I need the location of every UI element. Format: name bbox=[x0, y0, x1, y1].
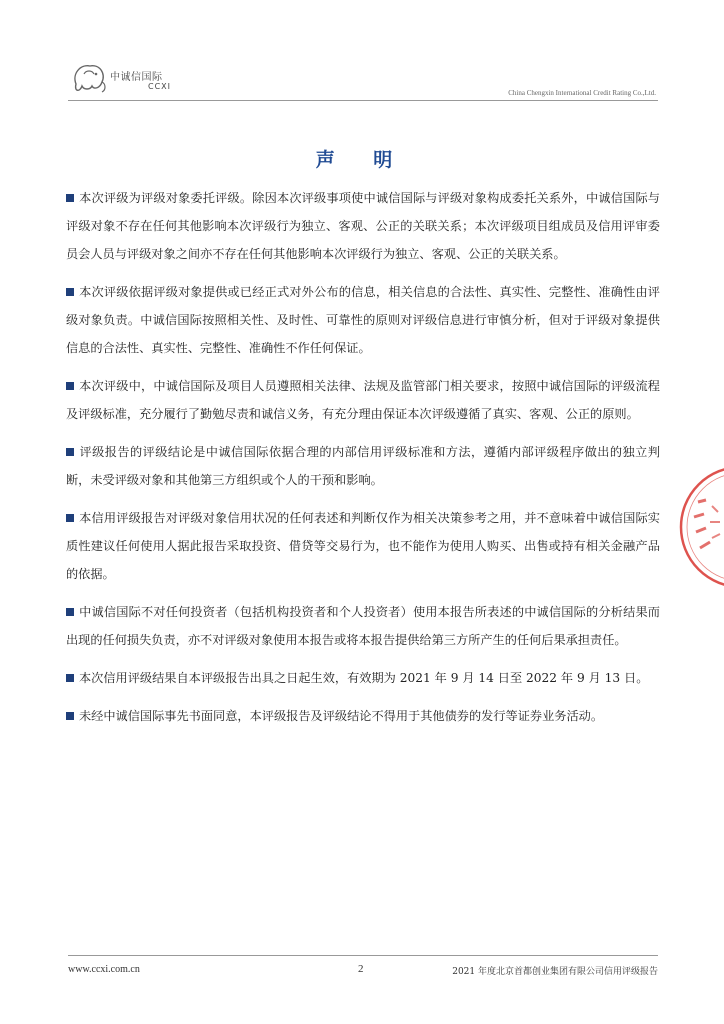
paragraph-text: 本次评级为评级对象委托评级。除因本次评级事项使中诚信国际与评级对象构成委托关系外，中诚信国际与评级对象不存在任何其他影响本次评级行为独立、客观、公正的关联关系；本次评级项目组成员及信用评审委员会人员与评级对象之间亦不存在任何其他影响本次评级行为独立、客观、公正的关联关系。 bbox=[66, 191, 660, 261]
footer-website: www.ccxi.com.cn bbox=[68, 964, 140, 975]
square-bullet-icon bbox=[66, 712, 74, 720]
company-seal-stamp bbox=[676, 462, 724, 592]
ccxi-logo bbox=[70, 60, 170, 96]
square-bullet-icon bbox=[66, 608, 74, 616]
statement-paragraph bbox=[66, 278, 660, 362]
elephant-logo-icon bbox=[70, 60, 110, 96]
paragraph-text: 评级报告的评级结论是中诚信国际依据合理的内部信用评级标准和方法，遵循内部评级程序做出的独立判断，未受评级对象和其他第三方组织或个人的干预和影响。 bbox=[66, 445, 660, 487]
square-bullet-icon bbox=[66, 448, 74, 456]
square-bullet-icon bbox=[66, 194, 74, 202]
paragraph-text: 本次评级中，中诚信国际及项目人员遵照相关法律、法规及监管部门相关要求，按照中诚信国际的评级流程及评级标准，充分履行了勤勉尽责和诚信义务，有充分理由保证本次评级遵循了真实、客观、公正的原则。 bbox=[66, 379, 660, 421]
statement-paragraph bbox=[66, 504, 660, 588]
statement-body bbox=[66, 184, 660, 740]
logo-name: 中诚信国际 bbox=[110, 72, 163, 83]
paragraph-text: 中诚信国际不对任何投资者（包括机构投资者和个人投资者）使用本报告所表述的中诚信国际的分析结果而出现的任何损失负责，亦不对评级对象使用本报告或将本报告提供给第三方所产生的任何后果承担责任。 bbox=[66, 605, 660, 647]
square-bullet-icon bbox=[66, 674, 74, 682]
statement-paragraph bbox=[66, 184, 660, 268]
paragraph-text: 未经中诚信国际事先书面同意，本评级报告及评级结论不得用于其他债券的发行等证券业务活动。 bbox=[79, 709, 604, 723]
logo-subtitle: CCXI bbox=[148, 82, 172, 91]
paragraph-text: 本次信用评级结果自本评级报告出具之日起生效，有效期为 2021 年 9 月 14 日至 2022 年 9 月 13 日。 bbox=[79, 671, 649, 685]
statement-paragraph bbox=[66, 702, 660, 730]
square-bullet-icon bbox=[66, 514, 74, 522]
footer-report-title: 2021 年度北京首都创业集团有限公司信用评级报告 bbox=[452, 967, 658, 977]
statement-paragraph bbox=[66, 598, 660, 654]
statement-paragraph bbox=[66, 438, 660, 494]
company-english-name: China Chengxin International Credit Rating Co.,Ltd. bbox=[508, 89, 656, 97]
square-bullet-icon bbox=[66, 382, 74, 390]
page-title: 声 明 bbox=[315, 149, 409, 171]
paragraph-text: 本信用评级报告对评级对象信用状况的任何表述和判断仅作为相关决策参考之用，并不意味着中诚信国际实质性建议任何使用人据此报告采取投资、借贷等交易行为，也不能作为使用人购买、出售或持有相关金融产品的依据。 bbox=[66, 511, 660, 581]
statement-paragraph bbox=[66, 664, 660, 692]
paragraph-text: 本次评级依据评级对象提供或已经正式对外公布的信息，相关信息的合法性、真实性、完整性、准确性由评级对象负责。中诚信国际按照相关性、及时性、可靠性的原则对评级信息进行审慎分析，但对于评级对象提供信息的合法性、真实性、完整性、准确性不作任何保证。 bbox=[66, 285, 660, 355]
square-bullet-icon bbox=[66, 288, 74, 296]
page-header bbox=[68, 60, 658, 101]
statement-paragraph bbox=[66, 372, 660, 428]
page-footer bbox=[68, 955, 658, 986]
page-number: 2 bbox=[358, 963, 364, 975]
